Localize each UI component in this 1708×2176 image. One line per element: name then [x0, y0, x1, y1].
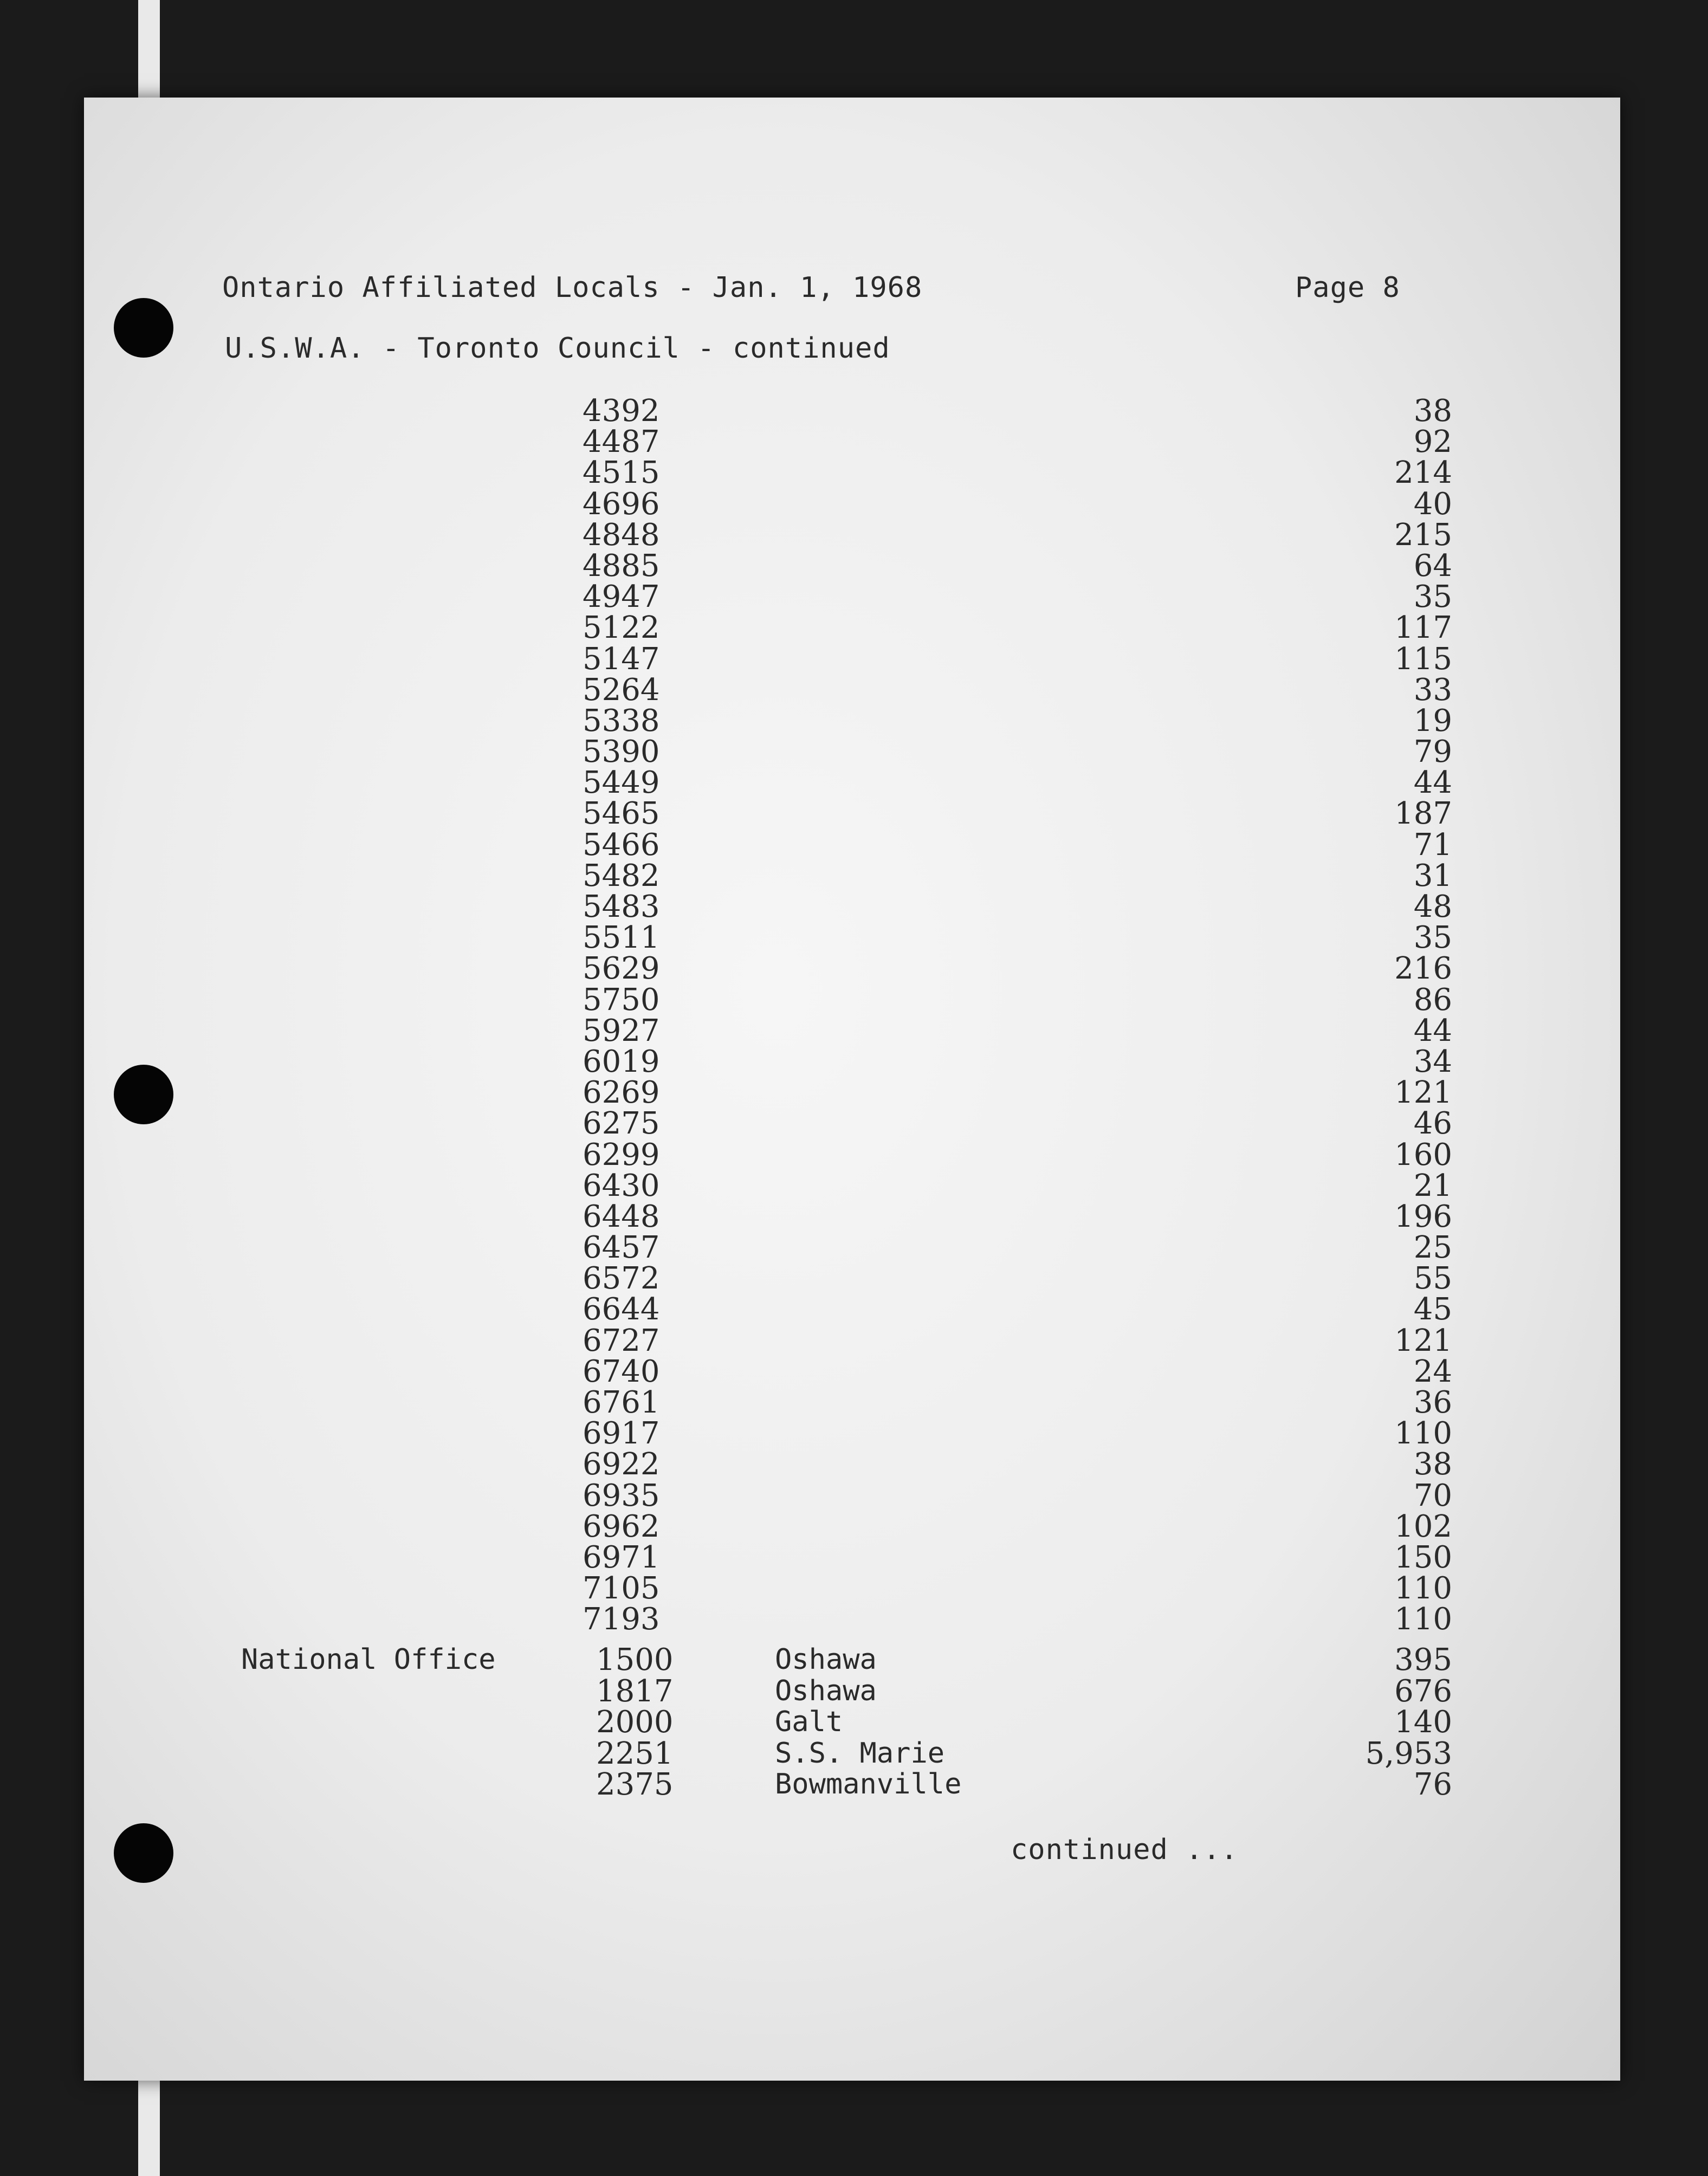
member-count: 121 — [1394, 1323, 1452, 1358]
local-number: 5750 — [583, 982, 660, 1018]
continued-note: continued ... — [1011, 1834, 1238, 1866]
list-item — [0, 455, 1708, 491]
member-count: 117 — [1394, 610, 1452, 646]
local-number: 6019 — [583, 1044, 660, 1079]
list-item — [0, 765, 1708, 801]
member-count: 86 — [1413, 982, 1452, 1018]
local-number: 5629 — [583, 951, 660, 987]
local-number: 1500 — [596, 1642, 674, 1678]
local-number: 7193 — [583, 1602, 660, 1637]
local-number: 7105 — [583, 1571, 660, 1607]
member-count: 31 — [1413, 858, 1452, 893]
local-number: 4515 — [583, 455, 660, 491]
national-office-list — [0, 1644, 1708, 1801]
list-item — [0, 1604, 1708, 1635]
list-item — [0, 796, 1708, 832]
local-number: 6275 — [583, 1106, 660, 1142]
city-name: S.S. Marie — [775, 1737, 945, 1770]
list-item — [0, 703, 1708, 739]
list-item — [0, 1106, 1708, 1142]
member-count: 34 — [1413, 1044, 1452, 1079]
member-count: 35 — [1413, 920, 1452, 956]
member-count: 25 — [1413, 1230, 1452, 1266]
member-count: 38 — [1413, 393, 1452, 429]
member-count: 33 — [1413, 672, 1452, 708]
city-name: Bowmanville — [775, 1768, 962, 1801]
member-count: 110 — [1394, 1571, 1452, 1607]
local-number: 2375 — [596, 1767, 674, 1802]
local-number: 6572 — [583, 1261, 660, 1297]
local-number: 5147 — [583, 641, 660, 677]
local-number: 5482 — [583, 858, 660, 893]
local-number: 6962 — [583, 1508, 660, 1544]
member-count: 48 — [1413, 889, 1452, 924]
member-count: 92 — [1413, 424, 1452, 460]
local-number: 6761 — [583, 1385, 660, 1420]
local-number: 6922 — [583, 1447, 660, 1482]
member-count: 140 — [1394, 1705, 1452, 1740]
list-item — [0, 1230, 1708, 1266]
page-number: Page 8 — [1295, 271, 1400, 304]
list-item — [0, 1137, 1708, 1173]
member-count: 64 — [1413, 548, 1452, 584]
punch-hole — [114, 1823, 173, 1883]
member-count: 71 — [1413, 827, 1452, 863]
member-count: 36 — [1413, 1385, 1452, 1420]
list-item — [0, 1387, 1708, 1418]
list-item — [0, 827, 1708, 863]
list-item — [0, 1015, 1708, 1046]
city-name: Oshawa — [775, 1643, 877, 1676]
section-subtitle: U.S.W.A. - Toronto Council - continued — [225, 332, 890, 365]
list-item — [0, 982, 1708, 1018]
member-count: 150 — [1394, 1539, 1452, 1575]
local-number: 4696 — [583, 486, 660, 522]
local-number: 5264 — [583, 672, 660, 708]
list-item — [0, 1201, 1708, 1232]
member-count: 395 — [1394, 1642, 1452, 1678]
member-count: 24 — [1413, 1353, 1452, 1389]
local-number: 6448 — [583, 1199, 660, 1234]
member-count: 110 — [1394, 1416, 1452, 1452]
member-count: 44 — [1413, 765, 1452, 801]
punch-hole — [114, 298, 173, 358]
list-item — [0, 1046, 1708, 1077]
member-count: 35 — [1413, 579, 1452, 615]
member-count: 160 — [1394, 1137, 1452, 1173]
member-count: 45 — [1413, 1292, 1452, 1327]
city-name: Galt — [775, 1706, 843, 1738]
local-number: 6740 — [583, 1353, 660, 1389]
list-item — [0, 1735, 1708, 1771]
local-number: 6457 — [583, 1230, 660, 1266]
local-number: 2000 — [596, 1705, 674, 1740]
list-item — [0, 672, 1708, 708]
member-count: 5,953 — [1365, 1735, 1452, 1771]
member-count: 46 — [1413, 1106, 1452, 1142]
member-count: 102 — [1394, 1508, 1452, 1544]
member-count: 187 — [1394, 796, 1452, 832]
list-item — [0, 393, 1708, 429]
member-count: 115 — [1394, 641, 1452, 677]
local-number: 5466 — [583, 827, 660, 863]
list-item — [0, 548, 1708, 584]
local-number: 5390 — [583, 734, 660, 770]
toronto-council-list — [0, 393, 1708, 1637]
local-number: 6935 — [583, 1478, 660, 1513]
list-item — [0, 579, 1708, 615]
member-count: 38 — [1413, 1447, 1452, 1482]
local-number: 6430 — [583, 1168, 660, 1203]
list-item — [0, 1416, 1708, 1452]
local-number: 6644 — [583, 1292, 660, 1327]
list-item — [0, 1075, 1708, 1111]
member-count: 676 — [1394, 1673, 1452, 1709]
member-count: 215 — [1394, 517, 1452, 553]
city-name: Oshawa — [775, 1674, 877, 1707]
local-number: 6727 — [583, 1323, 660, 1358]
list-item — [0, 860, 1708, 891]
local-number: 6971 — [583, 1539, 660, 1575]
local-number: 4487 — [583, 424, 660, 460]
national-office-label: National Office — [241, 1643, 496, 1676]
member-count: 55 — [1413, 1261, 1452, 1297]
member-count: 76 — [1413, 1767, 1452, 1802]
member-count: 21 — [1413, 1168, 1452, 1203]
list-item — [0, 641, 1708, 677]
list-item — [0, 1261, 1708, 1297]
member-count: 196 — [1394, 1199, 1452, 1234]
local-number: 4392 — [583, 393, 660, 429]
list-item — [0, 920, 1708, 956]
list-item — [0, 1353, 1708, 1389]
local-number: 4885 — [583, 548, 660, 584]
local-number: 6269 — [583, 1075, 660, 1111]
list-item — [0, 734, 1708, 770]
list-item — [0, 1644, 1708, 1676]
member-count: 70 — [1413, 1478, 1452, 1513]
member-count: 216 — [1394, 951, 1452, 987]
member-count: 19 — [1413, 703, 1452, 739]
list-item — [0, 1508, 1708, 1544]
local-number: 5927 — [583, 1013, 660, 1048]
local-number: 5338 — [583, 703, 660, 739]
local-number: 6917 — [583, 1416, 660, 1452]
local-number: 5465 — [583, 796, 660, 832]
list-item — [0, 1571, 1708, 1607]
list-item — [0, 1707, 1708, 1738]
list-item — [0, 1673, 1708, 1709]
member-count: 214 — [1394, 455, 1452, 491]
member-count: 110 — [1394, 1602, 1452, 1637]
local-number: 1817 — [596, 1673, 674, 1709]
list-item — [0, 424, 1708, 460]
document-title: Ontario Affiliated Locals - Jan. 1, 1968 — [222, 271, 923, 304]
list-item — [0, 1480, 1708, 1511]
local-number: 5511 — [583, 920, 660, 956]
list-item — [0, 486, 1708, 522]
local-number: 5122 — [583, 610, 660, 646]
list-item — [0, 610, 1708, 646]
list-item — [0, 1769, 1708, 1801]
list-item — [0, 1449, 1708, 1480]
local-number: 6299 — [583, 1137, 660, 1173]
list-item — [0, 1539, 1708, 1575]
member-count: 79 — [1413, 734, 1452, 770]
list-item — [0, 1294, 1708, 1325]
local-number: 4947 — [583, 579, 660, 615]
list-item — [0, 1325, 1708, 1356]
local-number: 2251 — [596, 1735, 674, 1771]
local-number: 5483 — [583, 889, 660, 924]
list-item — [0, 1170, 1708, 1201]
list-item — [0, 517, 1708, 553]
member-count: 121 — [1394, 1075, 1452, 1111]
local-number: 5449 — [583, 765, 660, 801]
member-count: 44 — [1413, 1013, 1452, 1048]
list-item — [0, 951, 1708, 987]
local-number: 4848 — [583, 517, 660, 553]
list-item — [0, 891, 1708, 922]
member-count: 40 — [1413, 486, 1452, 522]
